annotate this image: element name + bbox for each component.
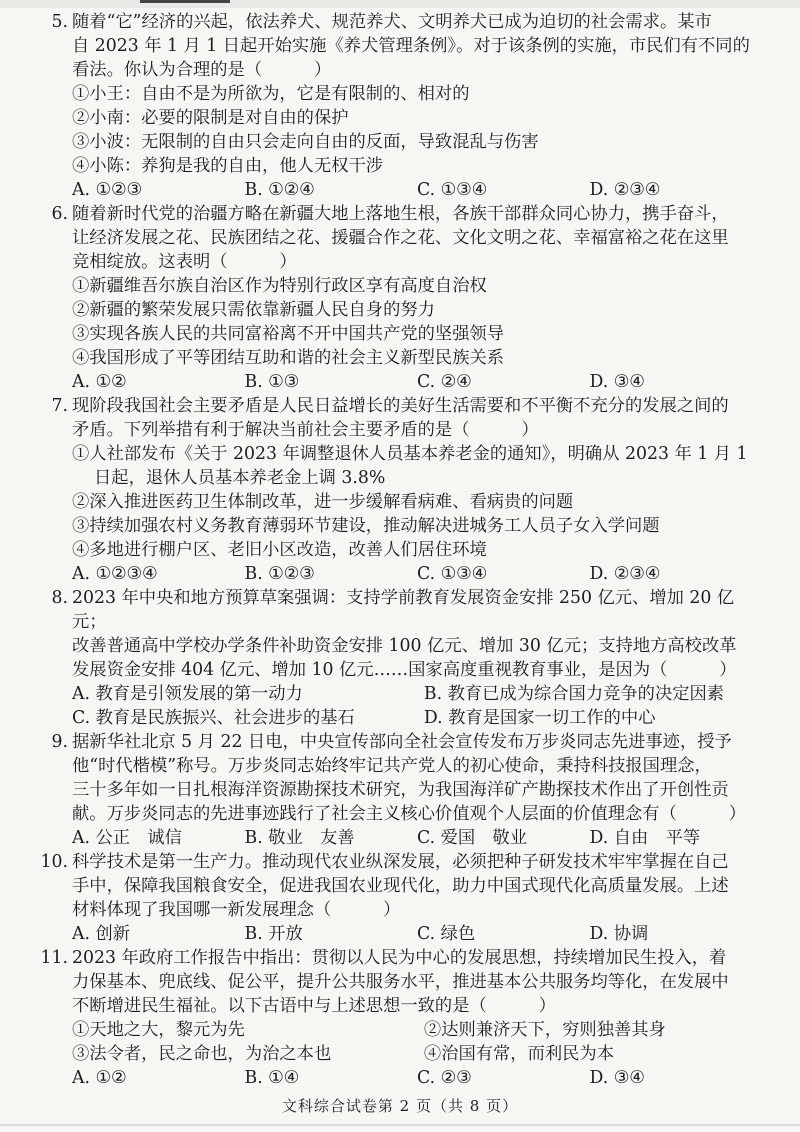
statement-item: ③持续加强农村义务教育薄弱环节建设，推动解决进城务工人员子女入学问题 bbox=[72, 516, 660, 536]
question-stem-line: 竞相绽放。这表明（ ） bbox=[72, 252, 297, 272]
question-stem-line: 他“时代楷模”称号。万步炎同志始终牢记共产党人的初心使命，秉持科技报国理念， bbox=[72, 756, 712, 776]
options-row bbox=[72, 178, 762, 202]
question-11 bbox=[40, 946, 762, 1090]
statement-item: ④我国形成了平等团结互助和谐的社会主义新型民族关系 bbox=[72, 348, 505, 368]
options-row bbox=[72, 706, 762, 730]
options-row bbox=[72, 562, 762, 586]
question-stem-line: 三十多年如一日扎根海洋资源勘探技术研究，为我国海洋矿产勘探技术作出了开创性贡 bbox=[72, 780, 729, 800]
option-c[interactable]: C. 绿色 bbox=[417, 924, 476, 944]
question-stem-line: 看法。你认为合理的是（ ） bbox=[72, 60, 332, 80]
question-number: 6. bbox=[51, 204, 68, 224]
statement-item: ④小陈：养狗是我的自由，他人无权干涉 bbox=[72, 156, 384, 176]
options-row bbox=[72, 682, 762, 706]
option-d[interactable]: D. 教育是国家一切工作的中心 bbox=[423, 708, 656, 728]
statement-item: ④治国有常，而利民为本 bbox=[423, 1044, 614, 1064]
statement-item-continued: 日起，退休人员基本养老金上调 3.8% bbox=[94, 468, 386, 488]
question-stem-line: 不断增进民生福祉。以下古语中与上述思想一致的是（ ） bbox=[72, 996, 556, 1016]
question-number: 8. bbox=[51, 588, 68, 608]
option-d[interactable]: D. 协调 bbox=[589, 924, 649, 944]
statement-item: ①天地之大，黎元为先 bbox=[72, 1020, 245, 1040]
option-c[interactable]: C. ①③④ bbox=[417, 564, 488, 584]
question-5 bbox=[51, 10, 762, 202]
question-number: 9. bbox=[51, 732, 68, 752]
option-b[interactable]: B. 开放 bbox=[244, 924, 303, 944]
option-a[interactable]: A. 公正 诚信 bbox=[72, 828, 182, 848]
question-6 bbox=[51, 202, 762, 394]
question-number: 10. bbox=[40, 852, 68, 872]
question-number: 5. bbox=[51, 12, 68, 32]
options-row bbox=[72, 826, 762, 850]
question-stem-line: 让经济发展之花、民族团结之花、援疆合作之花、文化文明之花、幸福富裕之花在这里 bbox=[72, 228, 729, 248]
options-row bbox=[72, 922, 762, 946]
option-b[interactable]: B. 教育已成为综合国力竞争的决定因素 bbox=[423, 684, 725, 704]
option-a[interactable]: A. 创新 bbox=[72, 924, 131, 944]
statement-item: ②新疆的繁荣发展只需依靠新疆人民自身的努力 bbox=[72, 300, 435, 320]
top-rule bbox=[140, 0, 230, 3]
statement-item: ③小波：无限制的自由只会走向自由的反面，导致混乱与伤害 bbox=[72, 132, 539, 152]
option-b[interactable]: B. ①②④ bbox=[244, 180, 315, 200]
statements-row bbox=[72, 1018, 762, 1042]
option-a[interactable]: A. 教育是引领发展的第一动力 bbox=[72, 684, 303, 704]
question-stem-line: 材料体现了我国哪一新发展理念（ ） bbox=[72, 900, 401, 920]
option-a[interactable]: A. ①② bbox=[72, 372, 127, 392]
option-c[interactable]: C. ①③④ bbox=[417, 180, 488, 200]
question-stem-line: 自 2023 年 1 月 1 日起开始实施《养犬管理条例》。对于该条例的实施，市民们有不同的 bbox=[72, 36, 750, 56]
question-stem-line: 力保基本、兜底线、促公平，提升公共服务水平，推进基本公共服务均等化，在发展中 bbox=[72, 972, 729, 992]
option-b[interactable]: B. ①④ bbox=[244, 1068, 300, 1088]
option-b[interactable]: B. ①③ bbox=[244, 372, 300, 392]
options-row bbox=[72, 1066, 762, 1090]
option-a[interactable]: A. ①②③ bbox=[72, 180, 142, 200]
page-footer: 文科综合试卷第 2 页（共 8 页） bbox=[281, 1097, 519, 1115]
statement-item: ①小王：自由不是为所欲为，它是有限制的、相对的 bbox=[72, 84, 470, 104]
option-d[interactable]: D. 自由 平等 bbox=[589, 828, 701, 848]
question-stem-line: 手中，保障我国粮食安全，促进我国农业现代化，助力中国式现代化高质量发展。上述 bbox=[72, 876, 729, 896]
question-stem-line: 现阶段我国社会主要矛盾是人民日益增长的美好生活需要和不平衡不充分的发展之间的 bbox=[72, 396, 729, 416]
question-stem-line: 改善普通高中学校办学条件补助资金安排 100 亿元、增加 30 亿元；支持地方高校改革 bbox=[72, 636, 737, 656]
option-c[interactable]: C. ②③ bbox=[417, 1068, 472, 1088]
question-number: 11. bbox=[40, 948, 68, 968]
question-stem-line: 2023 年中央和地方预算草案强调：支持学前教育发展资金安排 250 亿元、增加 20 亿元； bbox=[72, 588, 735, 632]
options-row bbox=[72, 370, 762, 394]
question-stem-line: 献。万步炎同志的先进事迹践行了社会主义核心价值观个人层面的价值理念有（ ） bbox=[72, 804, 746, 824]
question-number: 7. bbox=[51, 396, 68, 416]
question-7 bbox=[51, 394, 762, 586]
option-c[interactable]: C. ②④ bbox=[417, 372, 472, 392]
option-d[interactable]: D. ②③④ bbox=[589, 180, 661, 200]
statement-item: ③实现各族人民的共同富裕离不开中国共产党的坚强领导 bbox=[72, 324, 505, 344]
question-stem-line: 据新华社北京 5 月 22 日电，中央宣传部向全社会宣传发布万步炎同志先进事迹，授予 bbox=[72, 732, 732, 752]
question-10 bbox=[40, 850, 762, 946]
option-b[interactable]: B. ①②③ bbox=[244, 564, 315, 584]
option-d[interactable]: D. ③④ bbox=[589, 1068, 645, 1088]
question-stem-line: 科学技术是第一生产力。推动现代农业纵深发展，必须把种子研发技术牢牢掌握在自己 bbox=[72, 852, 729, 872]
statement-item: ②深入推进医药卫生体制改革，进一步缓解看病难、看病贵的问题 bbox=[72, 492, 574, 512]
option-b[interactable]: B. 敬业 友善 bbox=[244, 828, 355, 848]
option-d[interactable]: D. ③④ bbox=[589, 372, 645, 392]
statement-item: ②小南：必要的限制是对自由的保护 bbox=[72, 108, 349, 128]
question-stem-line: 矛盾。下列举措有利于解决当前社会主要矛盾的是（ ） bbox=[72, 420, 539, 440]
statement-item: ①新疆维吾尔族自治区作为特别行政区享有高度自治权 bbox=[72, 276, 487, 296]
statement-item: ①人社部发布《关于 2023 年调整退休人员基本养老金的通知》，明确从 2023 年 1 月 1 bbox=[72, 444, 748, 464]
question-stem-line: 发展资金安排 404 亿元、增加 10 亿元……国家高度重视教育事业，是因为（ ） bbox=[72, 660, 737, 680]
statements-row bbox=[72, 1042, 762, 1066]
option-c[interactable]: C. 教育是民族振兴、社会进步的基石 bbox=[72, 708, 355, 728]
top-strip bbox=[0, 0, 800, 8]
question-9 bbox=[51, 730, 762, 850]
question-8 bbox=[51, 586, 762, 730]
exam-page bbox=[0, 10, 800, 1090]
statement-item: ③法令者，民之命也，为治之本也 bbox=[72, 1044, 332, 1064]
option-d[interactable]: D. ②③④ bbox=[589, 564, 661, 584]
bottom-rule bbox=[0, 1124, 800, 1126]
option-a[interactable]: A. ①②③④ bbox=[72, 564, 158, 584]
statement-item: ④多地进行棚户区、老旧小区改造，改善人们居住环境 bbox=[72, 540, 487, 560]
option-c[interactable]: C. 爱国 敬业 bbox=[417, 828, 527, 848]
question-stem-line: 随着“它”经济的兴起，依法养犬、规范养犬、文明养犬已成为迫切的社会需求。某市 bbox=[72, 12, 712, 32]
statement-item: ②达则兼济天下，穷则独善其身 bbox=[423, 1020, 666, 1040]
question-stem-line: 2023 年政府工作报告中指出：贯彻以人民为中心的发展思想，持续增加民生投入，着 bbox=[72, 948, 727, 968]
question-stem-line: 随着新时代党的治疆方略在新疆大地上落地生根，各族干部群众同心协力，携手奋斗， bbox=[72, 204, 729, 224]
option-a[interactable]: A. ①② bbox=[72, 1068, 127, 1088]
